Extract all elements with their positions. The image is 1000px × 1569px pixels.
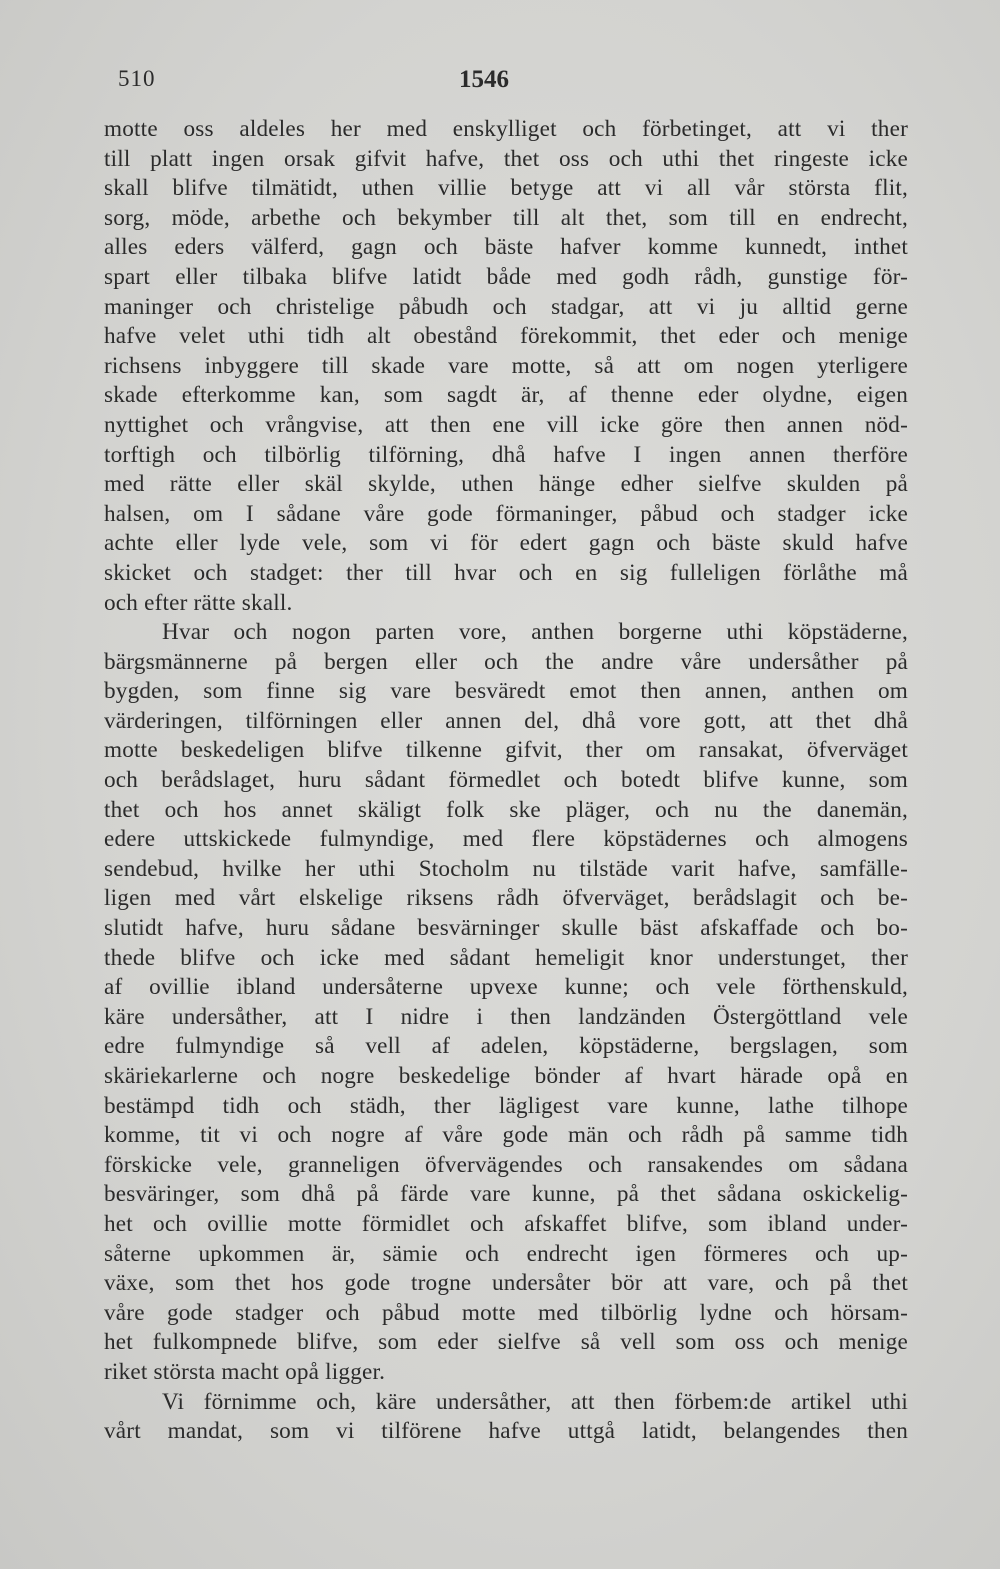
text-line: sendebud, hvilke her uthi Stocholm nu tilstäde varit hafve, samfälle- [104, 855, 908, 882]
text-line: komme, tit vi och nogre af våre gode män och rådh på samme tidh [104, 1122, 908, 1149]
text-line: sorg, möde, arbethe och bekymber till alt thet, som till en endrecht, [104, 204, 908, 231]
text-line: växe, som thet hos gode trogne undersåter bör att vare, och på thet [104, 1270, 908, 1297]
text-line: achte eller lyde vele, som vi för edert gagn och bäste skuld hafve [104, 530, 908, 557]
body-text [104, 115, 908, 1447]
text-line: vårt mandat, som vi tilförene hafve uttgå latidt, belangendes then [104, 1418, 908, 1445]
text-line: skäriekarlerne och nogre beskedelige bönder af hvart härade opå en [104, 1063, 908, 1089]
text-line: het och ovillie motte förmidlet och afskaffet blifve, som ibland under- [104, 1210, 908, 1237]
text-line: het fulkompnede blifve, som eder sielfve så vell som oss och menige [104, 1329, 908, 1356]
text-line: till platt ingen orsak gifvit hafve, thet oss och uthi thet ringeste icke [104, 145, 908, 172]
text-line: nyttighet och vrångvise, att then ene vill icke göre then annen nöd- [104, 411, 908, 438]
text-line: Hvar och nogon parten vore, anthen borgerne uthi köpstäderne, [162, 619, 908, 646]
text-line: skade efterkomme kan, som sagdt är, af thenne eder olydne, eigen [104, 382, 908, 409]
text-line: riket största macht opå ligger. [104, 1358, 386, 1385]
text-line: våre gode stadger och påbud motte med tilbörlig lydne och hörsam- [104, 1299, 908, 1326]
text-line: skicket och stadget: ther till hvar och en sig fulleligen förlåthe må [104, 559, 908, 586]
text-line: edre fulmyndige så vell af adelen, köpstäderne, bergslagen, som [104, 1033, 908, 1060]
text-line: af ovillie ibland undersåterne upvexe kunne; och vele förthenskuld, [104, 974, 908, 1001]
text-line: motte oss aldeles her med enskylliget och förbetinget, att vi ther [104, 116, 908, 142]
text-line: såterne upkommen är, sämie och endrecht igen förmeres och up- [104, 1240, 908, 1267]
text-line: motte beskedeligen blifve tilkenne gifvit, ther om ransakat, öfverväget [104, 737, 908, 764]
text-line: richsens inbyggere till skade vare motte, så att om nogen yterligere [104, 352, 908, 379]
text-line: alles eders välferd, gagn och bäste hafver komme kunnedt, inthet [104, 234, 908, 261]
text-line: halsen, om I sådane våre gode förmaninger, påbud och stadger icke [104, 500, 908, 527]
text-line: och berådslaget, huru sådant förmedlet och botedt blifve kunne, som [104, 767, 908, 794]
text-line: thede blifve och icke med sådant hemeligit knor understunget, ther [104, 944, 908, 971]
year-heading: 1546 [459, 66, 509, 93]
text-line: käre undersåther, att I nidre i then landzänden Östergöttland vele [104, 1003, 908, 1030]
text-line: och efter rätte skall. [104, 589, 293, 616]
page-number: 510 [118, 66, 156, 91]
text-line: bärgsmännerne på bergen eller och the andre våre undersåther på [104, 648, 908, 675]
text-line: torftigh och tilbörlig tilförning, dhå hafve I ingen annen therföre [104, 441, 908, 468]
text-line: besväringer, som dhå på färde vare kunne, på thet sådana oskickelig- [104, 1181, 908, 1208]
page-header [118, 66, 902, 102]
text-line: maninger och christelige påbudh och stadgar, att vi ju alltid gerne [104, 293, 908, 320]
text-line: bestämpd tidh och städh, ther lägligest vare kunne, lathe tilhope [104, 1092, 908, 1119]
text-line: hafve velet uthi tidh alt obestånd förekommit, thet eder och menige [104, 323, 908, 350]
text-line: med rätte eller skäl skylde, uthen hänge edher sielfve skulden på [104, 471, 908, 498]
text-line: ligen med vårt elskelige riksens rådh öfverväget, berådslagit och be- [104, 885, 908, 912]
text-line: spart eller tilbaka blifve latidt både med godh rådh, gunstige för- [104, 263, 908, 290]
text-line: Vi förnimme och, käre undersåther, att then förbem:de artikel uthi [162, 1388, 908, 1415]
text-line: thet och hos annet skäligt folk ske pläger, och nu the danemän, [104, 796, 908, 823]
text-line: bygden, som finne sig vare besväredt emot then annen, anthen om [104, 678, 908, 705]
text-line: slutidt hafve, huru sådane besvärninger skulle bäst afskaffade och bo- [104, 915, 908, 942]
text-line: värderingen, tilförningen eller annen del, dhå vore gott, att thet dhå [104, 707, 908, 734]
text-line: förskicke vele, granneligen öfvervägendes och ransakendes om sådana [104, 1151, 908, 1178]
text-line: skall blifve tilmätidt, uthen villie betyge att vi all vår största flit, [104, 175, 908, 202]
text-line: edere uttskickede fulmyndige, med flere köpstädernes och almogens [104, 826, 908, 853]
